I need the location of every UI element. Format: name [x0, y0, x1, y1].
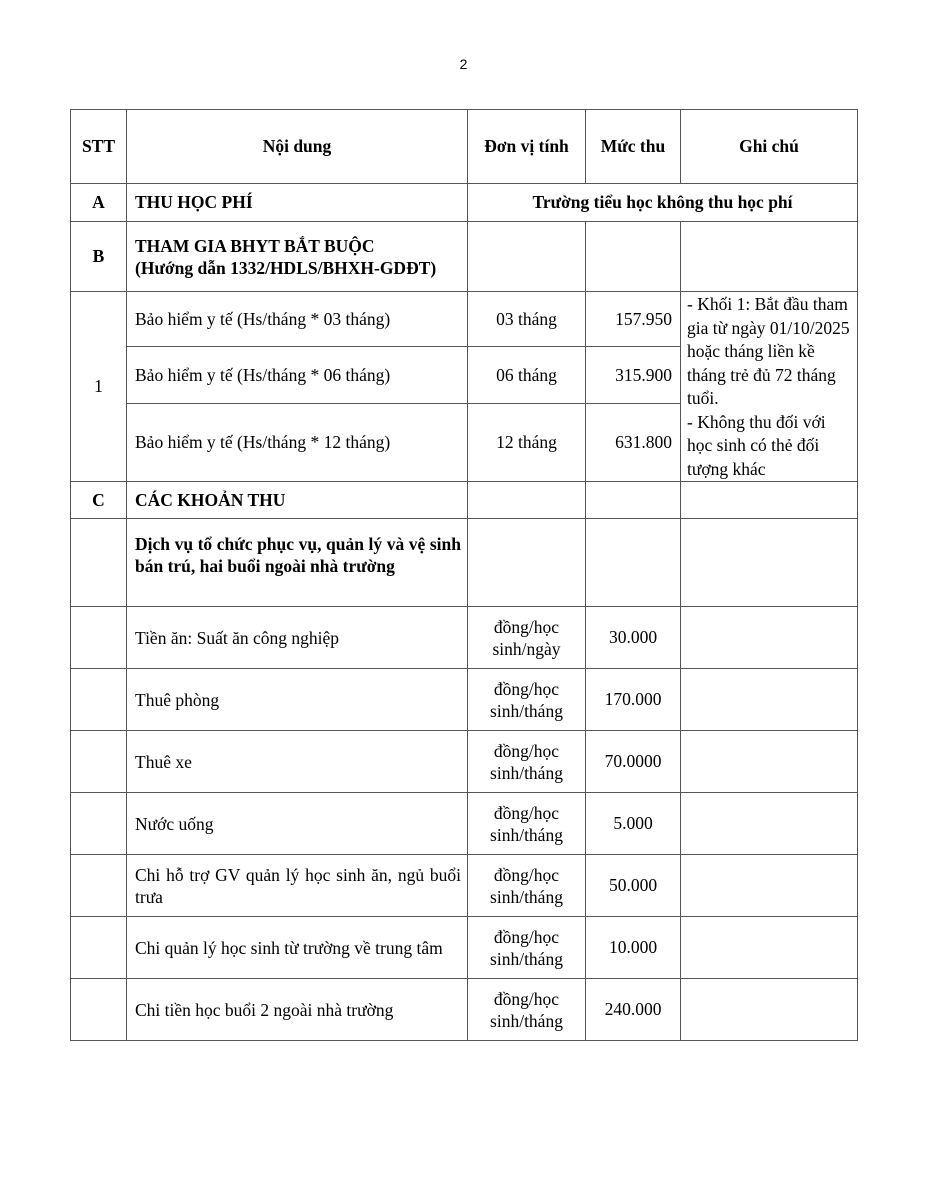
row-unit: đồng/học sinh/tháng [468, 731, 586, 793]
row-content: Nước uống [127, 793, 468, 855]
row-fee: 50.000 [586, 855, 681, 917]
table-row [71, 793, 858, 855]
empty-cell [681, 519, 858, 607]
row-content: Bảo hiểm y tế (Hs/tháng * 06 tháng) [127, 347, 468, 403]
empty-cell [681, 917, 858, 979]
empty-cell [71, 917, 127, 979]
row-unit: đồng/học sinh/tháng [468, 793, 586, 855]
section-b-row [71, 222, 858, 292]
row-fee: 70.0000 [586, 731, 681, 793]
empty-cell [681, 731, 858, 793]
section-b-content [127, 222, 468, 292]
table-row [71, 917, 858, 979]
header-stt: STT [71, 110, 127, 184]
row-fee: 631.800 [586, 403, 681, 481]
section-c-stt: C [71, 482, 127, 519]
row-fee: 315.900 [586, 347, 681, 403]
section-a-stt: A [71, 184, 127, 222]
row-unit: đồng/học sinh/tháng [468, 669, 586, 731]
empty-cell [71, 669, 127, 731]
table-row [71, 731, 858, 793]
fee-table [70, 109, 858, 1041]
row-content: Thuê phòng [127, 669, 468, 731]
note-line: - Khối 1: Bắt đầu tham gia từ ngày 01/10/2025 hoặc tháng liền kề tháng trẻ đủ 72 tháng tuổi. [687, 294, 850, 408]
empty-cell [681, 669, 858, 731]
row-unit: 03 tháng [468, 292, 586, 347]
header-note: Ghi chú [681, 110, 858, 184]
row-content: Tiền ăn: Suất ăn công nghiệp [127, 607, 468, 669]
empty-cell [71, 979, 127, 1041]
group-1-stt: 1 [71, 292, 127, 482]
note-line: - Không thu đối với học sinh có thẻ đối tượng khác [687, 411, 826, 479]
section-a-content: THU HỌC PHÍ [127, 184, 468, 222]
service-heading-row [71, 519, 858, 607]
table-row [71, 292, 858, 347]
section-a-merged-note: Trường tiểu học không thu học phí [468, 184, 858, 222]
row-unit: 12 tháng [468, 403, 586, 481]
group-1-note [681, 292, 858, 482]
empty-cell [71, 731, 127, 793]
row-content: Chi hỗ trợ GV quản lý học sinh ăn, ngủ buổi trưa [127, 855, 468, 917]
header-content: Nội dung [127, 110, 468, 184]
row-unit: đồng/học sinh/tháng [468, 855, 586, 917]
row-fee: 5.000 [586, 793, 681, 855]
empty-cell [681, 793, 858, 855]
empty-cell [468, 482, 586, 519]
empty-cell [681, 482, 858, 519]
service-heading: Dịch vụ tổ chức phục vụ, quản lý và vệ sinh bán trú, hai buổi ngoài nhà trường [127, 519, 468, 607]
empty-cell [681, 607, 858, 669]
table-row [71, 855, 858, 917]
row-fee: 170.000 [586, 669, 681, 731]
row-unit: 06 tháng [468, 347, 586, 403]
section-b-reference: (Hướng dẫn 1332/HDLS/BHXH-GDĐT) [135, 257, 437, 278]
row-unit: đồng/học sinh/ngày [468, 607, 586, 669]
empty-cell [71, 519, 127, 607]
row-unit: đồng/học sinh/tháng [468, 917, 586, 979]
empty-cell [586, 519, 681, 607]
row-content: Chi quản lý học sinh từ trường về trung tâm [127, 917, 468, 979]
page-number: 2 [459, 56, 468, 72]
row-unit: đồng/học sinh/tháng [468, 979, 586, 1041]
section-c-content: CÁC KHOẢN THU [127, 482, 468, 519]
empty-cell [71, 855, 127, 917]
row-content: Chi tiền học buổi 2 ngoài nhà trường [127, 979, 468, 1041]
empty-cell [681, 855, 858, 917]
empty-cell [586, 482, 681, 519]
row-fee: 10.000 [586, 917, 681, 979]
table-row [71, 607, 858, 669]
section-a-row [71, 184, 858, 222]
table-row [71, 979, 858, 1041]
section-b-title: THAM GIA BHYT BẮT BUỘC [135, 235, 375, 256]
row-content: Bảo hiểm y tế (Hs/tháng * 03 tháng) [127, 292, 468, 347]
header-unit: Đơn vị tính [468, 110, 586, 184]
empty-cell [468, 222, 586, 292]
row-fee: 157.950 [586, 292, 681, 347]
section-b-stt: B [71, 222, 127, 292]
empty-cell [71, 793, 127, 855]
empty-cell [681, 979, 858, 1041]
header-fee: Mức thu [586, 110, 681, 184]
empty-cell [71, 607, 127, 669]
empty-cell [586, 222, 681, 292]
section-c-row [71, 482, 858, 519]
table-row [71, 669, 858, 731]
row-content: Thuê xe [127, 731, 468, 793]
row-content: Bảo hiểm y tế (Hs/tháng * 12 tháng) [127, 403, 468, 481]
empty-cell [468, 519, 586, 607]
empty-cell [681, 222, 858, 292]
row-fee: 240.000 [586, 979, 681, 1041]
row-fee: 30.000 [586, 607, 681, 669]
header-row [71, 110, 858, 184]
